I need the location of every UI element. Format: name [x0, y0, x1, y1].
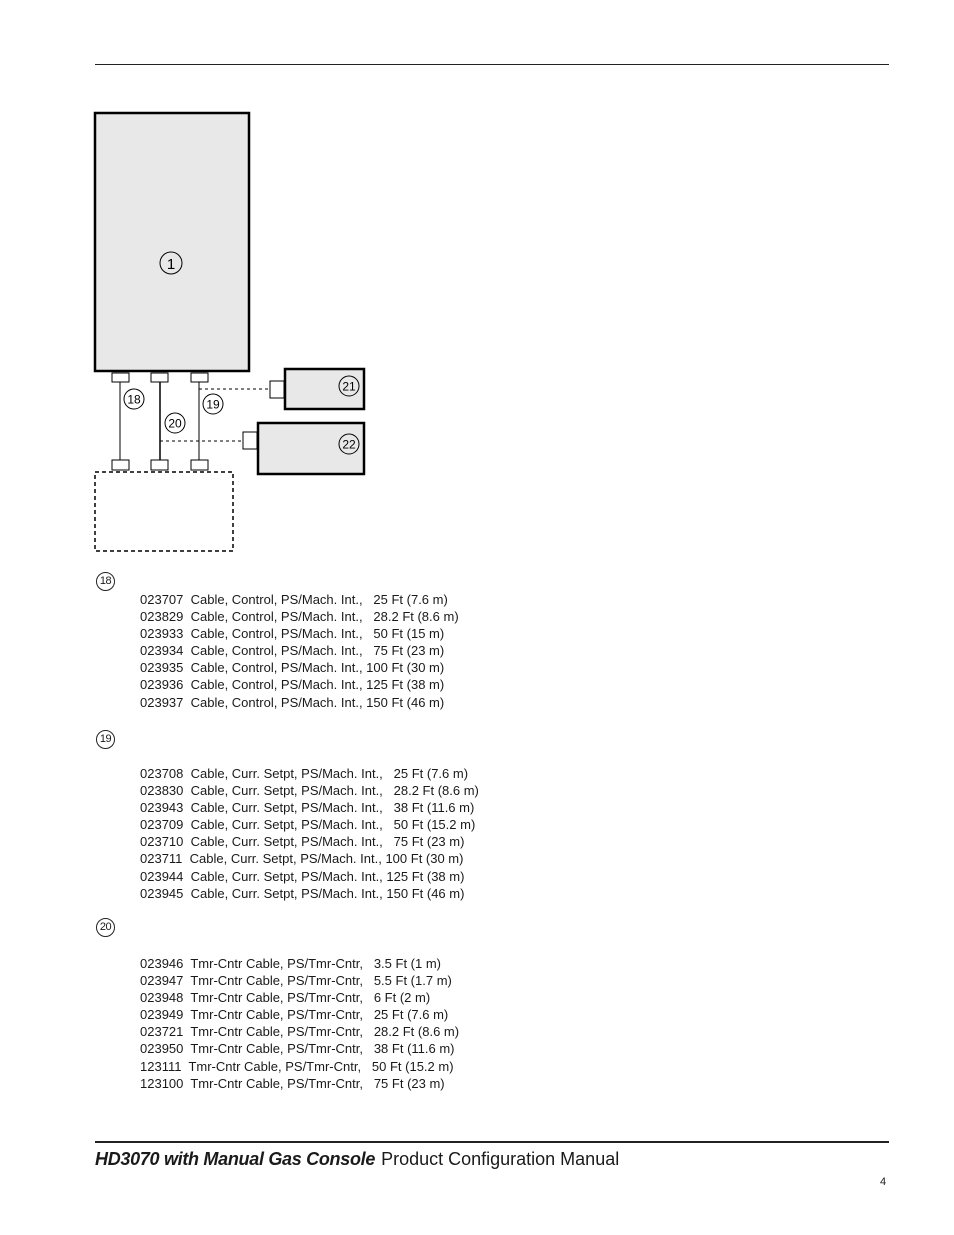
- list-item: 023708 Cable, Curr. Setpt, PS/Mach. Int., 25 Ft (7.6 m): [140, 766, 469, 781]
- cable-18-label: 18: [127, 392, 141, 407]
- list-item: 023947 Tmr-Cntr Cable, PS/Tmr-Cntr, 5.5 Ft (1.7 m): [140, 973, 452, 989]
- footer-rule: [95, 1141, 889, 1143]
- connector-top-mid: [151, 373, 168, 382]
- connector-top-left: [112, 373, 129, 382]
- list-item: 023710 Cable, Curr. Setpt, PS/Mach. Int., 75 Ft (23 m): [140, 834, 465, 850]
- machine-interface-box: [95, 472, 233, 551]
- list-item: 023937 Cable, Control, PS/Mach. Int., 150 Ft (46 m): [140, 694, 445, 710]
- list-item: 023936 Cable, Control, PS/Mach. Int., 125 Ft (38 m): [140, 677, 445, 693]
- unit-1-label: 1: [166, 256, 176, 273]
- section-18-list: [140, 591, 459, 711]
- list-item: 023707 Cable, Control, PS/Mach. Int., 25 Ft (7.6 m): [140, 592, 448, 607]
- connector-21: [270, 381, 284, 398]
- list-item: 023829 Cable, Control, PS/Mach. Int., 28.2 Ft (8.6 m): [140, 609, 459, 625]
- cable-20-label: 20: [168, 416, 182, 431]
- list-item: 023721 Tmr-Cntr Cable, PS/Tmr-Cntr, 28.2 Ft (8.6 m): [140, 1024, 460, 1040]
- cable-diagram: [0, 0, 954, 600]
- list-item: 023934 Cable, Control, PS/Mach. Int., 75 Ft (23 m): [140, 643, 445, 659]
- section-18-badge: 18: [96, 572, 115, 591]
- device-21-label: 21: [342, 379, 356, 394]
- section-19-badge: 19: [96, 730, 115, 749]
- list-item: 123100 Tmr-Cntr Cable, PS/Tmr-Cntr, 75 Ft (23 m): [140, 1075, 445, 1091]
- list-item: 023709 Cable, Curr. Setpt, PS/Mach. Int., 50 Ft (15.2 m): [140, 817, 476, 833]
- list-item: 023949 Tmr-Cntr Cable, PS/Tmr-Cntr, 25 Ft (7.6 m): [140, 1007, 449, 1023]
- list-item: 023943 Cable, Curr. Setpt, PS/Mach. Int., 38 Ft (11.6 m): [140, 800, 475, 816]
- section-20-list: [140, 955, 459, 1092]
- list-item: 023935 Cable, Control, PS/Mach. Int., 100 Ft (30 m): [140, 660, 445, 676]
- footer-title: [95, 1149, 619, 1170]
- footer-title-rest: Product Configuration Manual: [381, 1149, 620, 1169]
- connector-bottom-mid: [151, 460, 168, 470]
- connector-bottom-right: [191, 460, 208, 470]
- list-item: 023945 Cable, Curr. Setpt, PS/Mach. Int., 150 Ft (46 m): [140, 885, 465, 901]
- connector-top-right: [191, 373, 208, 382]
- page-number: 4: [880, 1176, 887, 1188]
- power-supply-box: [95, 113, 249, 371]
- footer-title-bold: HD3070 with Manual Gas Console: [95, 1149, 376, 1169]
- cable-19-label: 19: [206, 397, 220, 412]
- section-19-list: [140, 765, 479, 902]
- list-item: 023950 Tmr-Cntr Cable, PS/Tmr-Cntr, 38 Ft (11.6 m): [140, 1041, 455, 1057]
- device-22-label: 22: [342, 437, 356, 452]
- list-item: 023946 Tmr-Cntr Cable, PS/Tmr-Cntr, 3.5 Ft (1 m): [140, 956, 442, 971]
- list-item: 023933 Cable, Control, PS/Mach. Int., 50 Ft (15 m): [140, 626, 445, 642]
- connector-bottom-left: [112, 460, 129, 470]
- list-item: 023830 Cable, Curr. Setpt, PS/Mach. Int., 28.2 Ft (8.6 m): [140, 783, 479, 799]
- list-item: 123111 Tmr-Cntr Cable, PS/Tmr-Cntr, 50 Ft (15.2 m): [140, 1058, 454, 1074]
- list-item: 023948 Tmr-Cntr Cable, PS/Tmr-Cntr, 6 Ft (2 m): [140, 990, 431, 1006]
- list-item: 023944 Cable, Curr. Setpt, PS/Mach. Int., 125 Ft (38 m): [140, 868, 465, 884]
- list-item: 023711 Cable, Curr. Setpt, PS/Mach. Int., 100 Ft (30 m): [140, 851, 464, 867]
- section-20-badge: 20: [96, 918, 115, 937]
- connector-22: [243, 432, 257, 449]
